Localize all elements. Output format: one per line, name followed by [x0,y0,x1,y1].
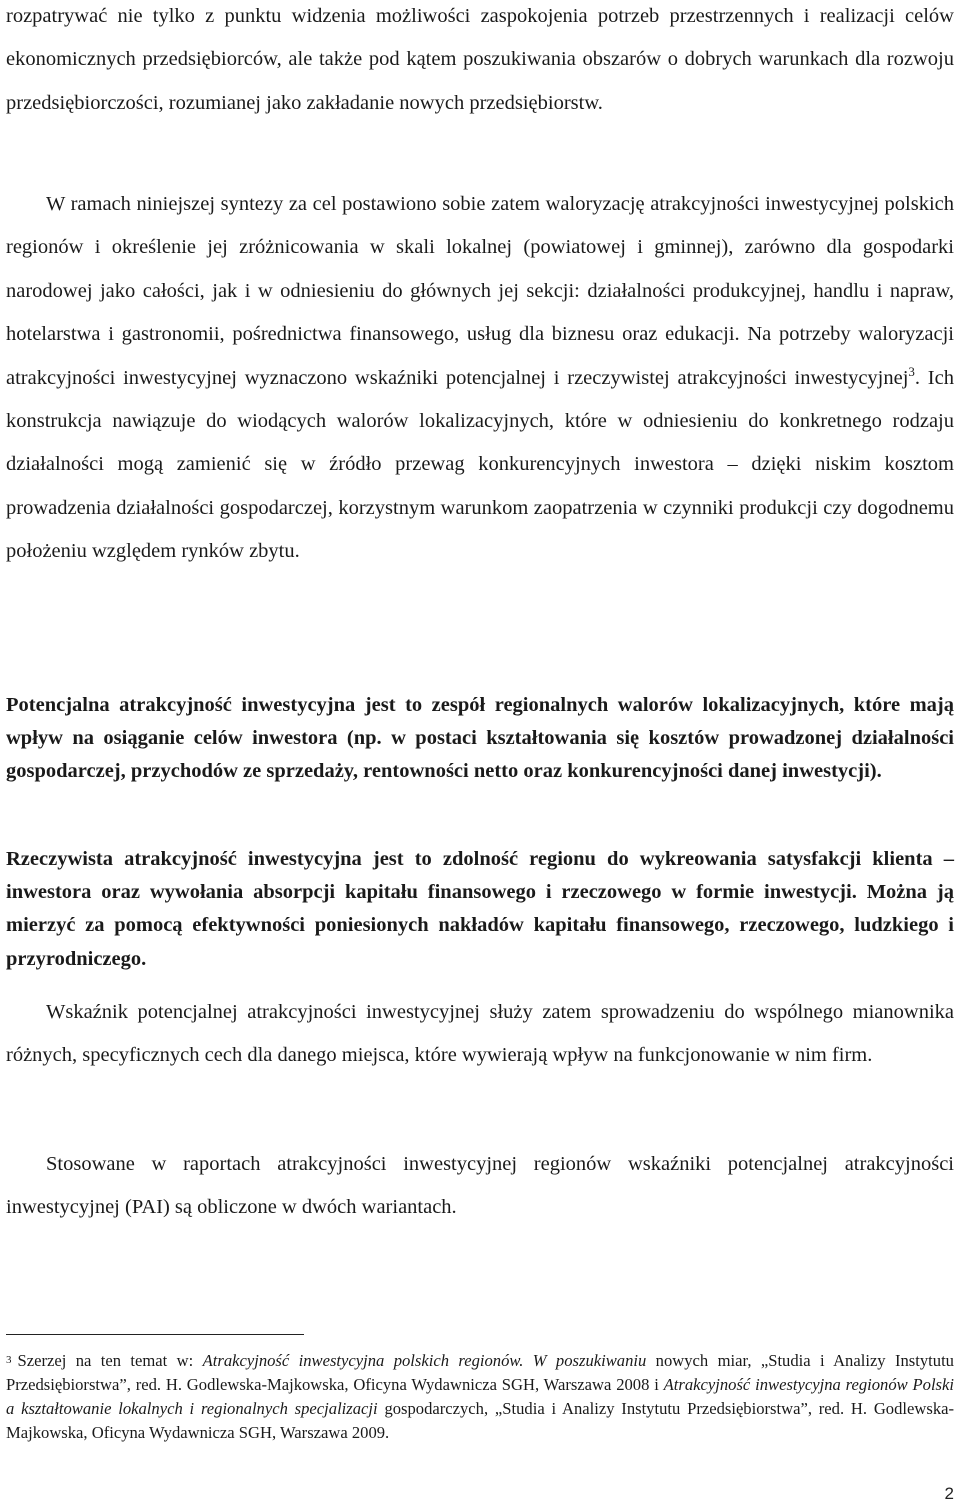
footnote-title-1: Atrakcyjność inwestycyjna polskich regionów. W poszukiwaniu [202,1351,647,1370]
footnote-ref[interactable]: 3 [908,363,915,379]
paragraph-synthesis-goal [6,183,954,574]
footnote-number: 3 [6,1354,12,1366]
paragraph-pai-variants: Stosowane w raportach atrakcyjności inwestycyjnej regionów wskaźniki potencjalnej atrakcyjności inwestycyjnej (PAI) są obliczone w dwóch wariantach. [6,1153,954,1219]
paragraph-potential-index: Wskaźnik potencjalnej atrakcyjności inwestycyjnej służy zatem sprowadzeniu do wspólnego mianownika różnych, specyficznych cech dla danego miejsca, które wywierają wpływ na funkcjonowanie w nim firm. [6,1001,954,1067]
footnote-text-1: Szerzej na ten temat w: [17,1351,203,1370]
footnote-text-2: nowych miar, „Studia i Analizy Instytutu Przedsiębiorstwa”, red. H. Godlewska-Majkowska, Oficyna Wydawnicza SGH, Warszawa 2008 i [6,1351,954,1394]
definition-real-attractiveness: Rzeczywista atrakcyjność inwestycyjna jest to zdolność regionu do wykreowania satysfakcji klienta – inwestora oraz wywołania absorpcji kapitału finansowego i rzeczowego w formie inwestycji. Można ją mierzyć za pomocą efektywności poniesionych nakładów kapitału finansowego, rzeczowego, ludzkiego i przyrodniczego. [6,848,954,970]
definition-potential-attractiveness: Potencjalna atrakcyjność inwestycyjna jest to zespół regionalnych walorów lokalizacyjnych, które mają wpływ na osiąganie celów inwestora (np. w postaci kształtowania się kosztów prowadzonej działalności gospodarczej, przychodów ze sprzedaży, rentowności netto oraz konkurencyjności danej inwestycji). [6,694,954,783]
paragraph-text: W ramach niniejszej syntezy za cel postawiono sobie zatem waloryzację atrakcyjności inwestycyjnej polskich regionów i określenie jej zróżnicowania w skali lokalnej (powiatowej i gminnej), zarówno dla gospodarki narodowej jako całości, jak i w odniesieniu do głównych jej sekcji: działalności produkcyjnej, handlu i napraw, hotelarstwa i gastronomii, pośrednictwa finansowego, usług dla biznesu oraz edukacji. Na potrzeby waloryzacji atrakcyjności inwestycyjnej wyznaczono wskaźniki potencjalnej i rzeczywistej atrakcyjności inwestycyjnej [6,193,954,389]
footnote-text-3: gospodarczych, „Studia i Analizy Instytutu Przedsiębiorstwa”, red. H. Godlewska-Majkowska, Oficyna Wydawnicza SGH, Warszawa 2009. [6,1399,955,1442]
footnote-separator [6,1334,304,1335]
footnote-title-2: Atrakcyjność inwestycyjna regionów Polski a kształtowanie lokalnych i regionalnych specjalizacji [6,1375,954,1418]
paragraph-continuation: rozpatrywać nie tylko z punktu widzenia możliwości zaspokojenia potrzeb przestrzennych i realizacji celów ekonomicznych przedsiębiorców, ale także pod kątem poszukiwania obszarów o dobrych warunkach dla rozwoju przedsiębiorczości, rozumianej jako zakładanie nowych przedsiębiorstw. [6,5,954,114]
paragraph-text-cont: . Ich konstrukcja nawiązuje do wiodących walorów lokalizacyjnych, które w odniesieniu do konkretnego rodzaju działalności mogą zamienić się w źródło przewag konkurencyjnych inwestora – dzięki niskim kosztom prowadzenia działalności gospodarczej, korzystnym warunkom zaopatrzenia w czynniki produkcji czy dogodnemu położeniu względem rynków zbytu. [6,366,954,563]
page-number: 2 [944,1484,954,1503]
footnote [6,1349,954,1445]
